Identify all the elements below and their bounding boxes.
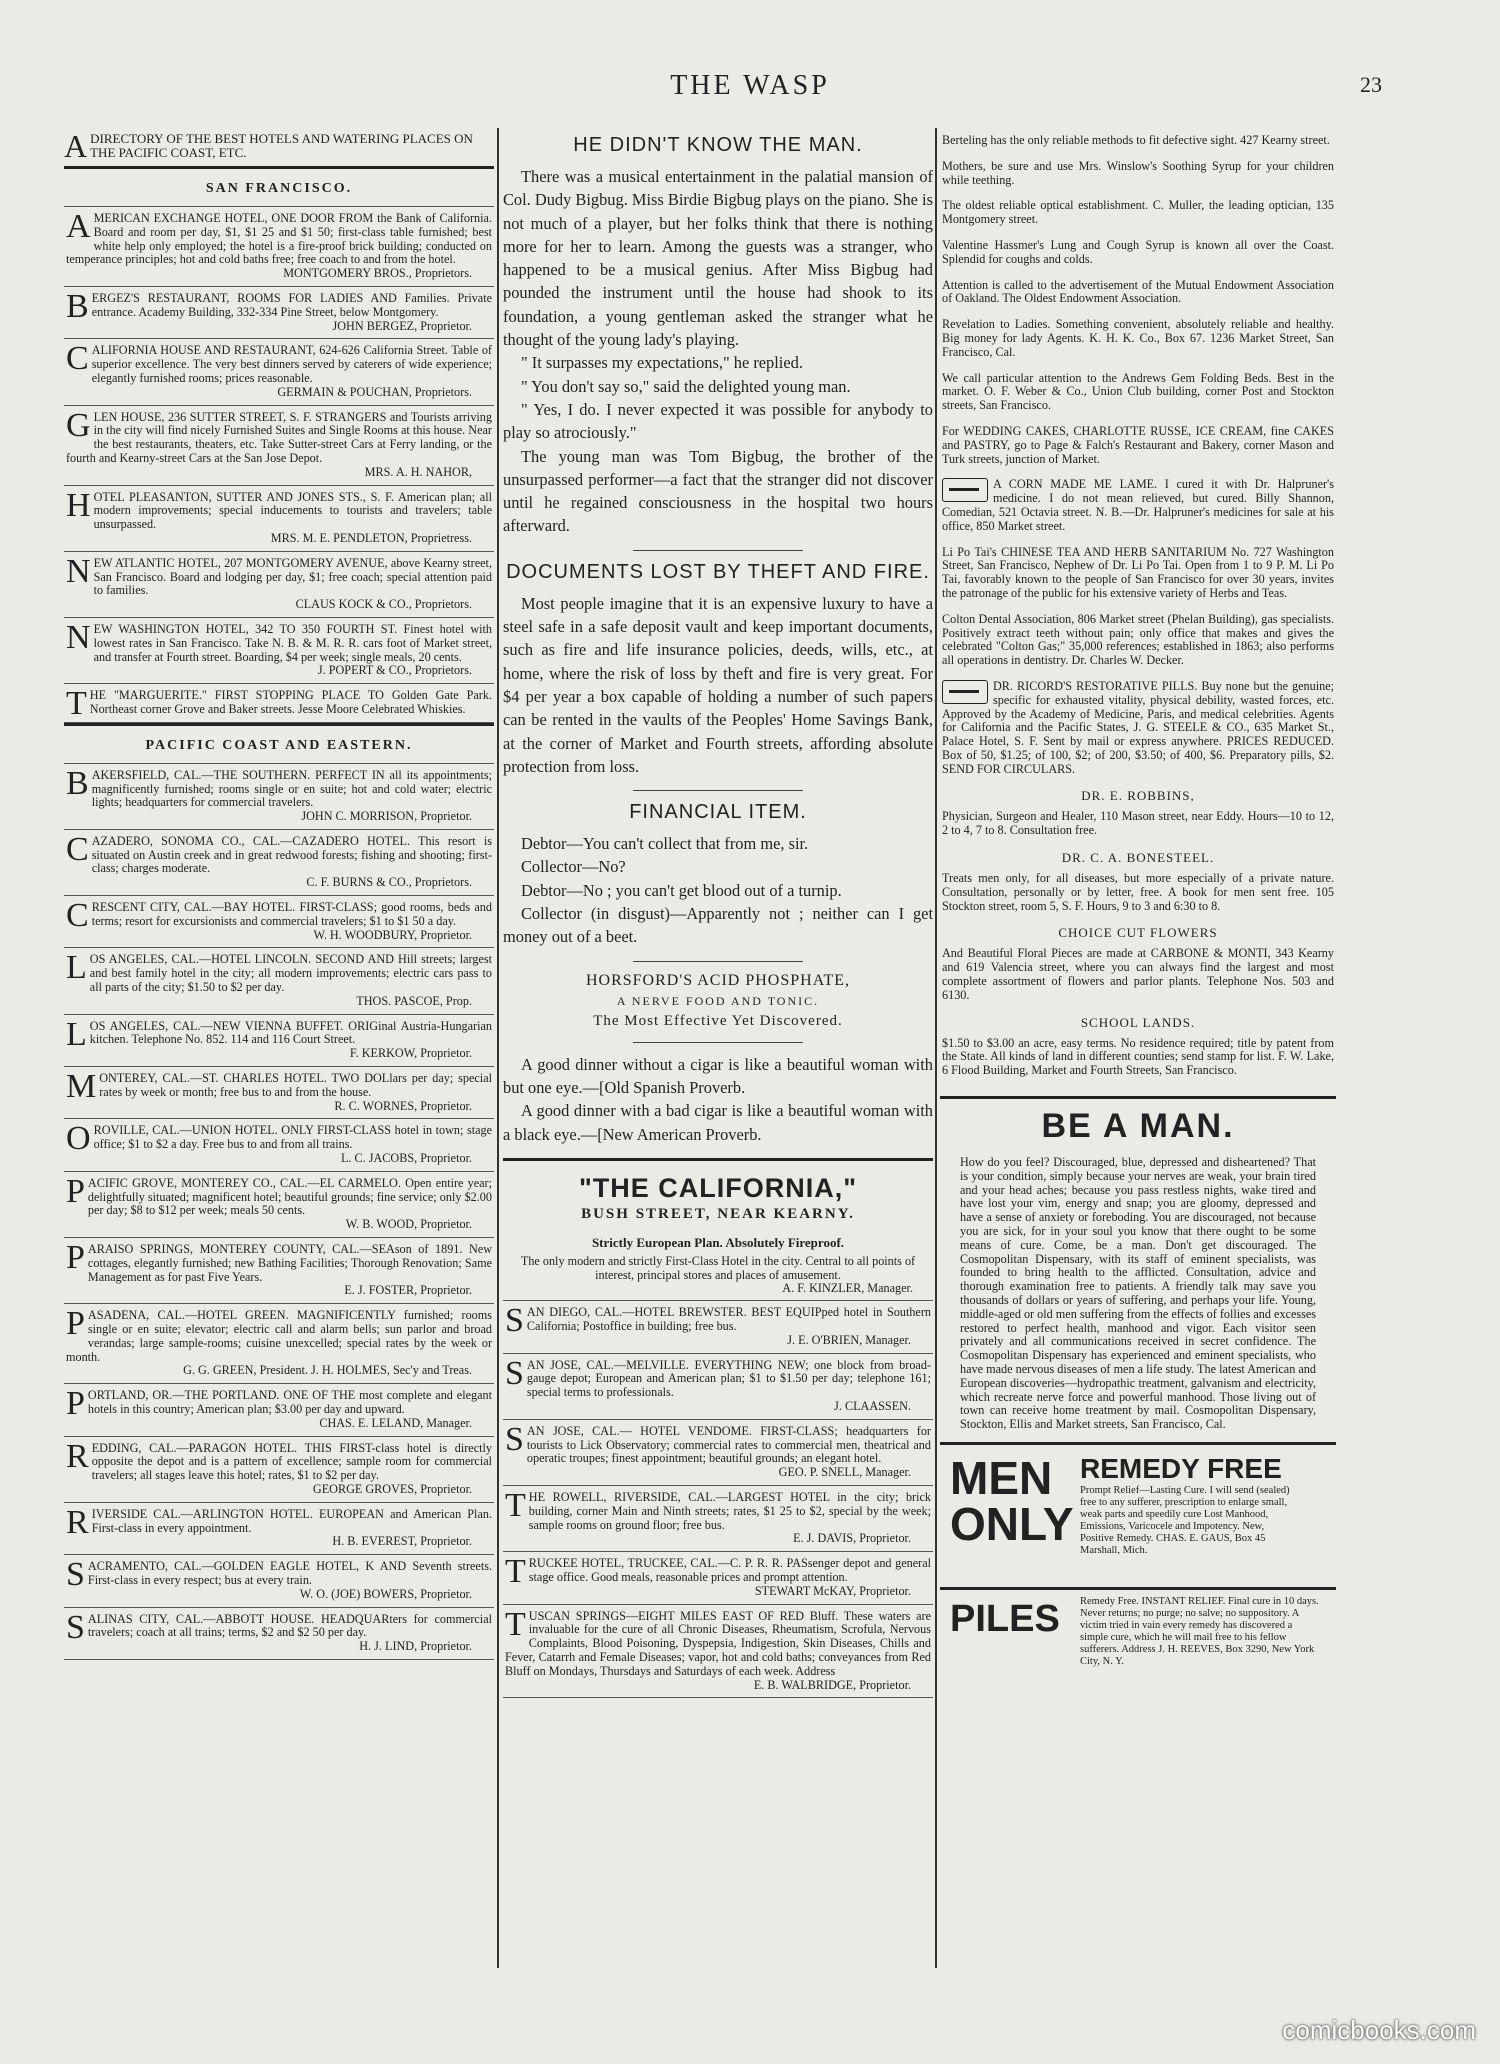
story-paragraph: Collector—No? [521,857,626,877]
be-a-man-heading: BE A MAN. [940,1096,1336,1146]
listing-text: ARAISO SPRINGS, MONTEREY COUNTY, CAL.—SEAson of 1891. New cottages, elegantly furnished; new Bathing Facilities; Thorough Renovation; Same Management as for past Five Years. [87,1242,492,1284]
story-title: FINANCIAL ITEM. [629,801,807,824]
column-stories [503,128,933,1968]
men-only-title: MEN ONLY [950,1451,1074,1550]
hotel-listing [64,287,494,339]
flowers-ad: And Beautiful Floral Pieces are made at CARBONE & MONTI, 343 Kearny and 619 Valencia street, where you can always find the largest and most complete assortment of flowers and parlor plants. Telephone Nos. 503 and 6130. [942,946,1334,1002]
listing-text: EW WASHINGTON HOTEL, 342 TO 350 FOURTH ST. Finest hotel with lowest rates in San Francisco. Take N. B. & M. R. R. cars foot of Market street, and transfer at Fourth street. Boarding, $4 per week; single meals, 20 cents. [93,621,492,664]
listing-text: AZADERO, SONOMA CO., CAL.—CAZADERO HOTEL. This resort is situated on Austin creek and in great redwood forests; fishing and shooting; first-class; charges moderate. [91,833,492,876]
hotel-listing [64,1384,494,1436]
watermark: comicbooks.com [1282,2015,1476,2045]
horsford-ad [503,972,933,1030]
bonesteel-ad: Treats men only, for all diseases, but more especially of a private nature. Consultation, personally or by letter, free. A book for men sent free. 105 Stockton street, room 5, S. F. Hours, 9 to 3 and 6:30 to 8. [942,871,1334,913]
hotel-listing [64,1503,494,1555]
listing-proprietor: H. J. LIND, Proprietor. [359,1639,472,1654]
listing-text: USCAN SPRINGS—EIGHT MILES EAST OF RED Bluff. These waters are invaluable for the cure of all Chronic Diseases, Rheumatism, Scrofula, Nervous Complaints, Blood Poisoning, Dyspepsia, Indigestion, Skin Diseases, Chills and Fever, Catarrh and Female Diseases; vapor, hot and cold baths; conveyances from Red Bluff on Mondays, Thursdays and Saturdays of each week. Address [505,1608,931,1678]
drop-cap: C [66,340,89,378]
notice: For WEDDING CAKES, CHARLOTTE RUSSE, ICE CREAM, fine CAKES and PASTRY, go to Page & Falch's Restaurant and Bakery, corner Mason and Turk streets, junction of Market. [942,423,1334,466]
corn-text: A CORN MADE ME LAME. I cured it with Dr. Halpruner's medicine. I do not mean relieved, but cured. Billy Shannon, Comedian, 521 Octavia street. N. B.—Dr. Halpruner's medicines for sale at his office, 850 Market street. [942,477,1334,533]
drop-cap: P [66,1172,85,1210]
listing-proprietor: W. O. (JOE) BOWERS, Proprietor. [299,1586,472,1601]
school-ad: $1.50 to $3.00 an acre, easy terms. No residence required; title by patent from the State. All kinds of land in different counties; send stamp for list. F. W. Lake, 6 Flood Building, Market and Fourth Streets, San Francisco. [942,1035,1334,1078]
hotel-listing [64,764,494,830]
hotel-listing [64,552,494,618]
drop-cap: O [66,1120,91,1158]
drop-cap: M [66,1068,97,1106]
hotel-listing [64,1304,494,1384]
listing-text: ONTEREY, CAL.—ST. CHARLES HOTEL. TWO DOLlars per day; special rates by week or month; free bus to and from the house. [99,1071,492,1099]
hotel-listing [64,896,494,948]
column-rule-2 [935,128,937,1968]
drop-cap: S [505,1420,524,1458]
listing-proprietor: C. F. BURNS & CO., Proprietors. [306,875,472,890]
hotel-listing [64,1067,494,1119]
hotel-listing [64,1608,494,1660]
flowers-heading: CHOICE CUT FLOWERS [1058,925,1218,941]
col2-hotel-list [503,1300,933,1698]
divider [633,961,803,962]
notice: Attention is called to the advertisement of the Mutual Endowment Association of Oakland. The Oldest Endowment Association. [942,277,1334,306]
drop-cap: G [66,406,91,444]
divider [633,1042,803,1043]
listing-proprietor: GEORGE GROVES, Proprietor. [312,1481,472,1496]
listing-text: ALINAS CITY, CAL.—ABBOTT HOUSE. HEADQUARters for commercial travelers; coach at all trains; terms, $2 and $2 50 per day. [87,1611,492,1640]
listing-text: ACRAMENTO, CAL.—GOLDEN EAGLE HOTEL, K AND Seventh streets. First-class in every respect; bus at every train. [87,1559,492,1587]
listing-text: RUCKEE HOTEL, TRUCKEE, CAL.—C. P. R. R. PASsenger depot and general stage office. Good meals, reasonable prices and prompt attention. [528,1556,931,1584]
listing-text: IVERSIDE CAL.—ARLINGTON HOTEL. EUROPEAN and American Plan. First-class in every appointment. [91,1506,492,1535]
hotel-listing [503,1420,933,1486]
bonesteel-heading: DR. C. A. BONESTEEL. [1061,850,1215,866]
story-didnt-know [503,134,933,538]
listing-text: AN JOSE, CAL.—MELVILLE. EVERYTHING NEW; one block from broad-gauge depot; European and American plan; $1 to $1.50 per day; telephone 161; special terms to professionals. [526,1357,931,1400]
listing-text: ALIFORNIA HOUSE AND RESTAURANT, 624-626 California Street. Table of superior excellence. The very best dinners served by caterers of wide experience; elegantly furnished rooms; prices reasonable. [91,343,492,385]
school-heading: SCHOOL LANDS. [1080,1014,1196,1030]
drop-cap: C [66,897,89,935]
hotel-listing [64,830,494,896]
listing-proprietor: JOHN BERGEZ, Proprietor. [332,318,472,333]
drop-cap: B [66,764,89,802]
hotel-listing [64,1119,494,1171]
listing-text: AN DIEGO, CAL.—HOTEL BREWSTER. BEST EQUIPped hotel in Southern California; Postoffice in building; free bus. [526,1305,931,1333]
horsford-tag: The Most Effective Yet Discovered. [593,1012,843,1029]
hotel-listing [64,1172,494,1238]
men-only-ad [940,1442,1336,1581]
hotel-listing [503,1486,933,1552]
listing-text: EDDING, CAL.—PARAGON HOTEL. THIS FIRST-class hotel is directly opposite the depot and is a pattern of excellence; sample room for commercial travelers; all stages leave this hotel; rates, $1 to $2 per day. [91,1440,492,1483]
listing-proprietor: CHAS. E. LELAND, Manager. [319,1415,472,1430]
story-paragraph: A good dinner with a bad cigar is like a beautiful woman with a black eye.—[New American Proverb. [503,1101,933,1144]
pointing-hand-icon [942,478,988,502]
drop-cap: P [66,1385,85,1423]
listing-proprietor: JOHN C. MORRISON, Proprietor. [301,809,472,824]
listing-proprietor: E. J. FOSTER, Proprietor. [344,1283,472,1298]
drop-cap: S [66,1556,85,1594]
robbins-ad: Physician, Surgeon and Healer, 110 Mason street, near Eddy. Hours—10 to 12, 2 to 4, 7 to 8. Consultation free. [942,809,1334,838]
column-hotel-directory [64,128,494,1968]
listing-proprietor: W. H. WOODBURY, Proprietor. [313,927,472,942]
notice: Berteling has the only reliable methods to fit defective sight. 427 Kearny street. [942,133,1330,147]
hotel-listing [64,1437,494,1503]
listing-text: HE ROWELL, RIVERSIDE, CAL.—LARGEST HOTEL in the city; brick building, corner Main and Ninth streets; rates, $1 25 to $2, special by the week; sample rooms on ground floor; free bus. [528,1489,931,1532]
listing-text: ORTLAND, OR.—THE PORTLAND. ONE OF THE most complete and elegant hotels in this country; American plan; $3.00 per day and upward. [87,1388,492,1416]
hotel-listing [64,406,494,486]
listing-proprietor: J. POPERT & CO., Proprietors. [317,663,472,678]
drop-cap: T [505,1605,526,1643]
column-rule-1 [497,128,499,1968]
california-hotel-ad [503,1158,933,1296]
drop-cap: S [505,1302,524,1340]
corn-ad [940,472,1336,539]
pc-hotel-list [64,764,494,1660]
colton-ad: Colton Dental Association, 806 Market street (Phelan Building), gas specialists. Positively extract teeth without pain; only office that makes and gives the celebrated "Colton Gas;" 35,000 references; established in 1863; also performs all operations in dentistry. Dr. Charles W. Decker. [942,611,1334,668]
horsford-sub: A NERVE FOOD AND TONIC. [616,993,820,1008]
lipotai-ad: Li Po Tai's CHINESE TEA AND HERB SANITARIUM No. 727 Washington Street, San Francisco, Nephew of Dr. Li Po Tai. Open from 1 to 9 P. M. Li Po Tai, favorably known to the people of San Francisco for over 30 years, invites the patronage of the public for his extensive variety of Herbs and Teas. [942,544,1334,600]
notice-list [940,128,1336,472]
cigar-proverbs [503,1053,933,1146]
story-documents [503,561,933,778]
page-number: 23 [1360,72,1382,97]
listing-text: AN JOSE, CAL.— HOTEL VENDOME. FIRST-CLASS; headquarters for tourists to Lick Observatory; commercial rates to commercial men, theatrical and operatic troupes; finest appointment; beautiful grounds; an elegant hotel. [526,1423,931,1466]
drop-cap: R [66,1437,89,1475]
listing-proprietor: E. J. DAVIS, Proprietor. [793,1531,911,1546]
hotel-listing [64,684,494,723]
directory-heading [64,128,494,169]
be-a-man-text: How do you feel? Discouraged, blue, depressed and disheartened? That is your condition, simply because your nerves are weak, your brain tired and your head aches; because you pass restless nights, wake tired and have lost your vim, energy and snap; you are gloomy, depressed and have a sense of anxiety or foreboding. You are discouraged, not because you are sick, for in your soul you know that there ought to be some means of cure. Come, be a man. Don't get discouraged. The Cosmopolitan Dispensary, with its staff of eminent specialists, was founded to bring health to the afflicted. Consultation, advice and thorough examination free to patients. A friendly talk may save you thousands of dollars or years of suffering, and perhaps your life. Young, middle-aged or old men suffering from the effects of follies and excesses restored to perfect health, manhood and vigor. Each visitor seen privately and all communications received in secret confidence. The Cosmopolitan Dispensary has experienced and eminent specialists, who have made nervous diseases of men a life study. The latest American and European discoveries—hydropathic treatment, galvanism and electricity, which recreate nerve force and powerful manhood. Those living out of town can receive home treatment by mail. Cosmopolitan Dispensary, Stockton, Ellis and Market streets, San Francisco, Cal. [960,1155,1316,1432]
story-paragraph: Collector (in disgust)—Apparently not ; neither can I get money out of a beet. [503,904,933,947]
california-title: "THE CALIFORNIA," [578,1172,858,1203]
listing-text: MERICAN EXCHANGE HOTEL, ONE DOOR FROM the Bank of California. Board and room per day, $1, $1 25 and $1 50; first-class table furnished; best white help only employed; the hotel is a fire-proof brick building; conducted on temperance principles; hot and cold baths free; free coach to and from the hotel. [66,211,492,267]
drop-cap: P [66,1239,85,1277]
story-financial [503,801,933,948]
section-heading-pc: PACIFIC COAST AND EASTERN. [64,723,494,764]
drop-cap: T [505,1553,526,1591]
drop-cap: N [66,618,91,656]
story-paragraph: Debtor—No ; you can't get blood out of a turnip. [521,880,842,900]
listing-proprietor: J. CLAASSEN. [834,1398,911,1413]
hotel-listing [64,207,494,287]
piles-title: PILES [950,1597,1060,1640]
drop-cap: B [66,287,89,325]
hotel-listing [503,1605,933,1699]
story-paragraph: " It surpasses my expectations," he replied. [521,353,803,373]
hotel-listing [64,1238,494,1304]
hotel-listing [503,1354,933,1420]
ricord-text: DR. RICORD'S RESTORATIVE PILLS. Buy none but the genuine; specific for exhausted vitality, physical debility, wasted forces, etc. Approved by the Academy of Medicine, Paris, and medical celebrities. Agents for California and the Pacific States, J. G. STEELE & CO., 635 Market St., Palace Hotel, S. F. Sent by mail or express anywhere. PRICES REDUCED. Box of 50, $1.25; of 100, $2; of 200, $3.50; of 400, $6. Preparatory pills, $2. SEND FOR CIRCULARS. [942,678,1334,776]
men-only-right [1080,1453,1300,1557]
newspaper-title: THE WASP [670,70,830,101]
listing-proprietor: R. C. WORNES, Proprietor. [334,1098,472,1113]
listing-text: OTEL PLEASANTON, SUTTER AND JONES STS., S. F. American plan; all modern improvements; special inducements to tourists and travelers; table unsurpassed. [93,489,492,532]
drop-cap: H [66,486,91,524]
hotel-listing [64,486,494,552]
story-paragraph: There was a musical entertainment in the palatial mansion of Col. Dudy Bigbug. Miss Birdie Bigbug plays on the piano. She is not much of a player, but her folks think that there is nothing more for her to learn. Among the guests was a stranger, who happened to be a musical genius. After Miss Bigbug had pounded the instrument until the house had shook to its foundation, a young gentleman asked the stranger what he thought of the young lady's playing. [503,167,933,350]
listing-proprietor: G. G. GREEN, President. J. H. HOLMES, Sec'y and Treas. [183,1363,472,1378]
men-only-text: Prompt Relief—Lasting Cure. I will send (sealed) free to any sufferer, prescription to enlarge small, weak parts and speedily cure Lost Manhood, Emissions, Varicocele and Impotency. New, Positive Remedy. CHAS. E. GAUS, Box 45 Marshall, Mich. [1080,1484,1290,1556]
hotel-listing [64,618,494,684]
listing-proprietor: W. B. WOOD, Proprietor. [345,1217,472,1232]
section-heading-sf: SAN FRANCISCO. [64,169,494,207]
listing-text: LEN HOUSE, 236 SUTTER STREET, S. F. STRANGERS and Tourists arriving in the city will find nicely Furnished Suites and Single Rooms at this house. Near the best restaurants, theaters, etc. Take Sutter-street Cars at Ferry landing, or the fourth and Kearny-street Cars at the San Jose Depot. [66,409,492,465]
listing-text: EW ATLANTIC HOTEL, 207 MONTGOMERY AVENUE, above Kearny street, San Francisco. Board and lodging per day, $1; free coach; special attention paid to families. [93,555,492,598]
listing-proprietor: MONTGOMERY BROS., Proprietors. [283,266,472,281]
drop-cap: P [66,1305,85,1343]
hotel-listing [64,1015,494,1067]
drop-cap: L [66,949,87,987]
ricord-ad [940,674,1336,783]
drop-cap: N [66,552,91,590]
drop-cap: T [66,685,87,723]
drop-cap: A [64,128,88,164]
listing-proprietor: E. B. WALBRIDGE, Proprietor. [753,1677,911,1692]
listing-proprietor: J. E. O'BRIEN, Manager. [787,1332,911,1347]
hotel-listing [64,948,494,1014]
listing-text: HE "MARGUERITE." FIRST STOPPING PLACE TO Golden Gate Park. Northeast corner Grove and Baker streets. Jesse Moore Celebrated Whiskies. [89,688,492,716]
notice: Revelation to Ladies. Something convenient, absolutely reliable and healthy. Big money for lady Agents. K. H. K. Co., Box 67. 1236 Market Street, San Francisco, Cal. [942,317,1334,359]
story-title: HE DIDN'T KNOW THE MAN. [573,134,863,156]
listing-text: ACIFIC GROVE, MONTEREY CO., CAL.—EL CARMELO. Open entire year; delightfully situated; magnificent hotel; beautiful grounds; fine service; only $2.00 per day; $8 to $12 per week; meals 50 cents. [87,1175,492,1218]
column-notices [940,128,1336,1968]
listing-text: AKERSFIELD, CAL.—THE SOUTHERN. PERFECT IN all its appointments; magnificently furnished; rooms single or en suite; hot and cold water; electric lights; headquarters for commercial travelers. [91,767,492,810]
divider [633,790,803,791]
drop-cap: A [66,208,91,245]
listing-proprietor: L. C. JACOBS, Proprietor. [340,1151,472,1166]
listing-proprietor: MRS. M. E. PENDLETON, Proprietress. [270,530,472,545]
masthead [0,66,1500,106]
notice: The oldest reliable optical establishment. C. Muller, the leading optician, 135 Montgomery street. [942,198,1334,227]
drop-cap: T [505,1486,526,1524]
robbins-heading: DR. E. ROBBINS, [1081,788,1195,804]
listing-text: OS ANGELES, CAL.—NEW VIENNA BUFFET. ORIGinal Austria-Hungarian kitchen. Telephone No. 852. 114 and 116 Court Street. [89,1018,492,1047]
listing-text: OS ANGELES, CAL.—HOTEL LINCOLN. SECOND AND Hill streets; largest and best family hotel in the city; all modern improvements; electric cars pass to all parts of the city; $1.50 to $2 per day. [89,952,492,995]
listing-text: ASADENA, CAL.—HOTEL GREEN. MAGNIFICENTLY furnished; rooms single or en suite; elevator; electric call and alarm bells; sun parlor and broad verandas; large sample-rooms; cuisine unexcelled; special rates by the week or month. [66,1308,492,1364]
drop-cap: S [505,1354,524,1392]
horsford-title: HORSFORD'S ACID PHOSPHATE, [585,971,851,989]
story-paragraph: Most people imagine that it is an expensive luxury to have a steel safe in a safe deposit vault and keep important documents, such as fire and life insurance policies, deeds, wills, etc., at home, where the risk of loss by theft and fire is very great. For $4 per year a box capable of holding a number of such papers can be rented in the vaults of the Peoples' Home Savings Bank, at the corner of Market and Fourth streets, affording absolute protection from loss. [503,593,933,776]
listing-text: ERGEZ'S RESTAURANT, ROOMS FOR LADIES AND Families. Private entrance. Academy Building, 332-334 Pine Street, below Montgomery. [91,290,492,319]
piles-text: Remedy Free. INSTANT RELIEF. Final cure in 10 days. Never returns; no purge; no salve; no suppository. A victim tried in vain every remedy has discovered a simple cure, which he will mail free to his fellow sufferers. Address J. H. REEVES, Box 3290, New York City, N. Y. [1080,1595,1319,1667]
story-paragraph: A good dinner without a cigar is like a beautiful woman with but one eye.—[Old Spanish Proverb. [503,1054,933,1097]
hotel-listing [64,339,494,405]
listing-proprietor: GEO. P. SNELL, Manager. [778,1465,911,1480]
notice: Valentine Hassmer's Lung and Cough Syrup is known all over the Coast. Splendid for coughs and colds. [942,237,1334,266]
notice: We call particular attention to the Andrews Gem Folding Beds. Best in the market. O. F. Weber & Co., Union Club building, corner Post and Stockton streets, San Francisco. [942,370,1334,413]
notice: Mothers, be sure and use Mrs. Winslow's Soothing Syrup for your children while teething. [942,158,1334,187]
listing-proprietor: F. KERKOW, Proprietor. [349,1046,472,1061]
california-plan: Strictly European Plan. Absolutely Fireproof. [591,1234,845,1250]
drop-cap: C [66,830,89,868]
listing-proprietor: STEWART McKAY, Proprietor. [754,1583,911,1598]
piles-ad [940,1587,1336,1676]
drop-cap: L [66,1015,87,1053]
story-paragraph: The young man was Tom Bigbug, the brother of the unsurpassed performer—a fact that the stranger did not discover until he regained consciousness in the hospital two hours afterward. [503,446,933,536]
california-address: BUSH STREET, NEAR KEARNY. [581,1205,855,1222]
story-paragraph: " You don't say so," said the delighted young man. [521,376,851,396]
hotel-listing [503,1552,933,1604]
california-text: The only modern and strictly First-Class Hotel in the city. Central to all points of interest, principal stores and places of amusement. [520,1253,916,1282]
hotel-listing [503,1301,933,1353]
story-title: DOCUMENTS LOST BY THEFT AND FIRE. [506,560,930,583]
sf-hotel-list [64,207,494,723]
divider [633,550,803,551]
listing-proprietor: GERMAIN & POUCHAN, Proprietors. [277,384,472,399]
california-manager: A. F. KINZLER, Manager. [782,1281,913,1296]
listing-proprietor: THOS. PASCOE, Prop. [356,993,472,1008]
pointing-hand-icon [942,680,988,704]
drop-cap: S [66,1608,85,1646]
directory-text: DIRECTORY OF THE BEST HOTELS AND WATERING PLACES ON THE PACIFIC COAST, ETC. [90,131,473,160]
remedy-free-title: REMEDY FREE [1080,1452,1282,1484]
listing-proprietor: CLAUS KOCK & CO., Proprietors. [295,597,472,612]
story-paragraph: Debtor—You can't collect that from me, sir. [521,834,809,854]
listing-proprietor: H. B. EVEREST, Proprietor. [332,1534,472,1549]
hotel-listing [64,1555,494,1607]
drop-cap: R [66,1503,89,1541]
listing-proprietor: MRS. A. H. NAHOR, [364,464,472,479]
listing-text: RESCENT CITY, CAL.—BAY HOTEL. FIRST-CLASS; good rooms, beds and terms; resort for excursionists and commercial travelers; $1 to $1 50 a day. [91,900,492,928]
story-paragraph: " Yes, I do. I never expected it was possible for anybody to play so atrociously." [503,399,933,443]
listing-text: ROVILLE, CAL.—UNION HOTEL. ONLY FIRST-CLASS hotel in town; stage office; $1 to $2 a day. Free bus to and from all trains. [93,1123,492,1152]
